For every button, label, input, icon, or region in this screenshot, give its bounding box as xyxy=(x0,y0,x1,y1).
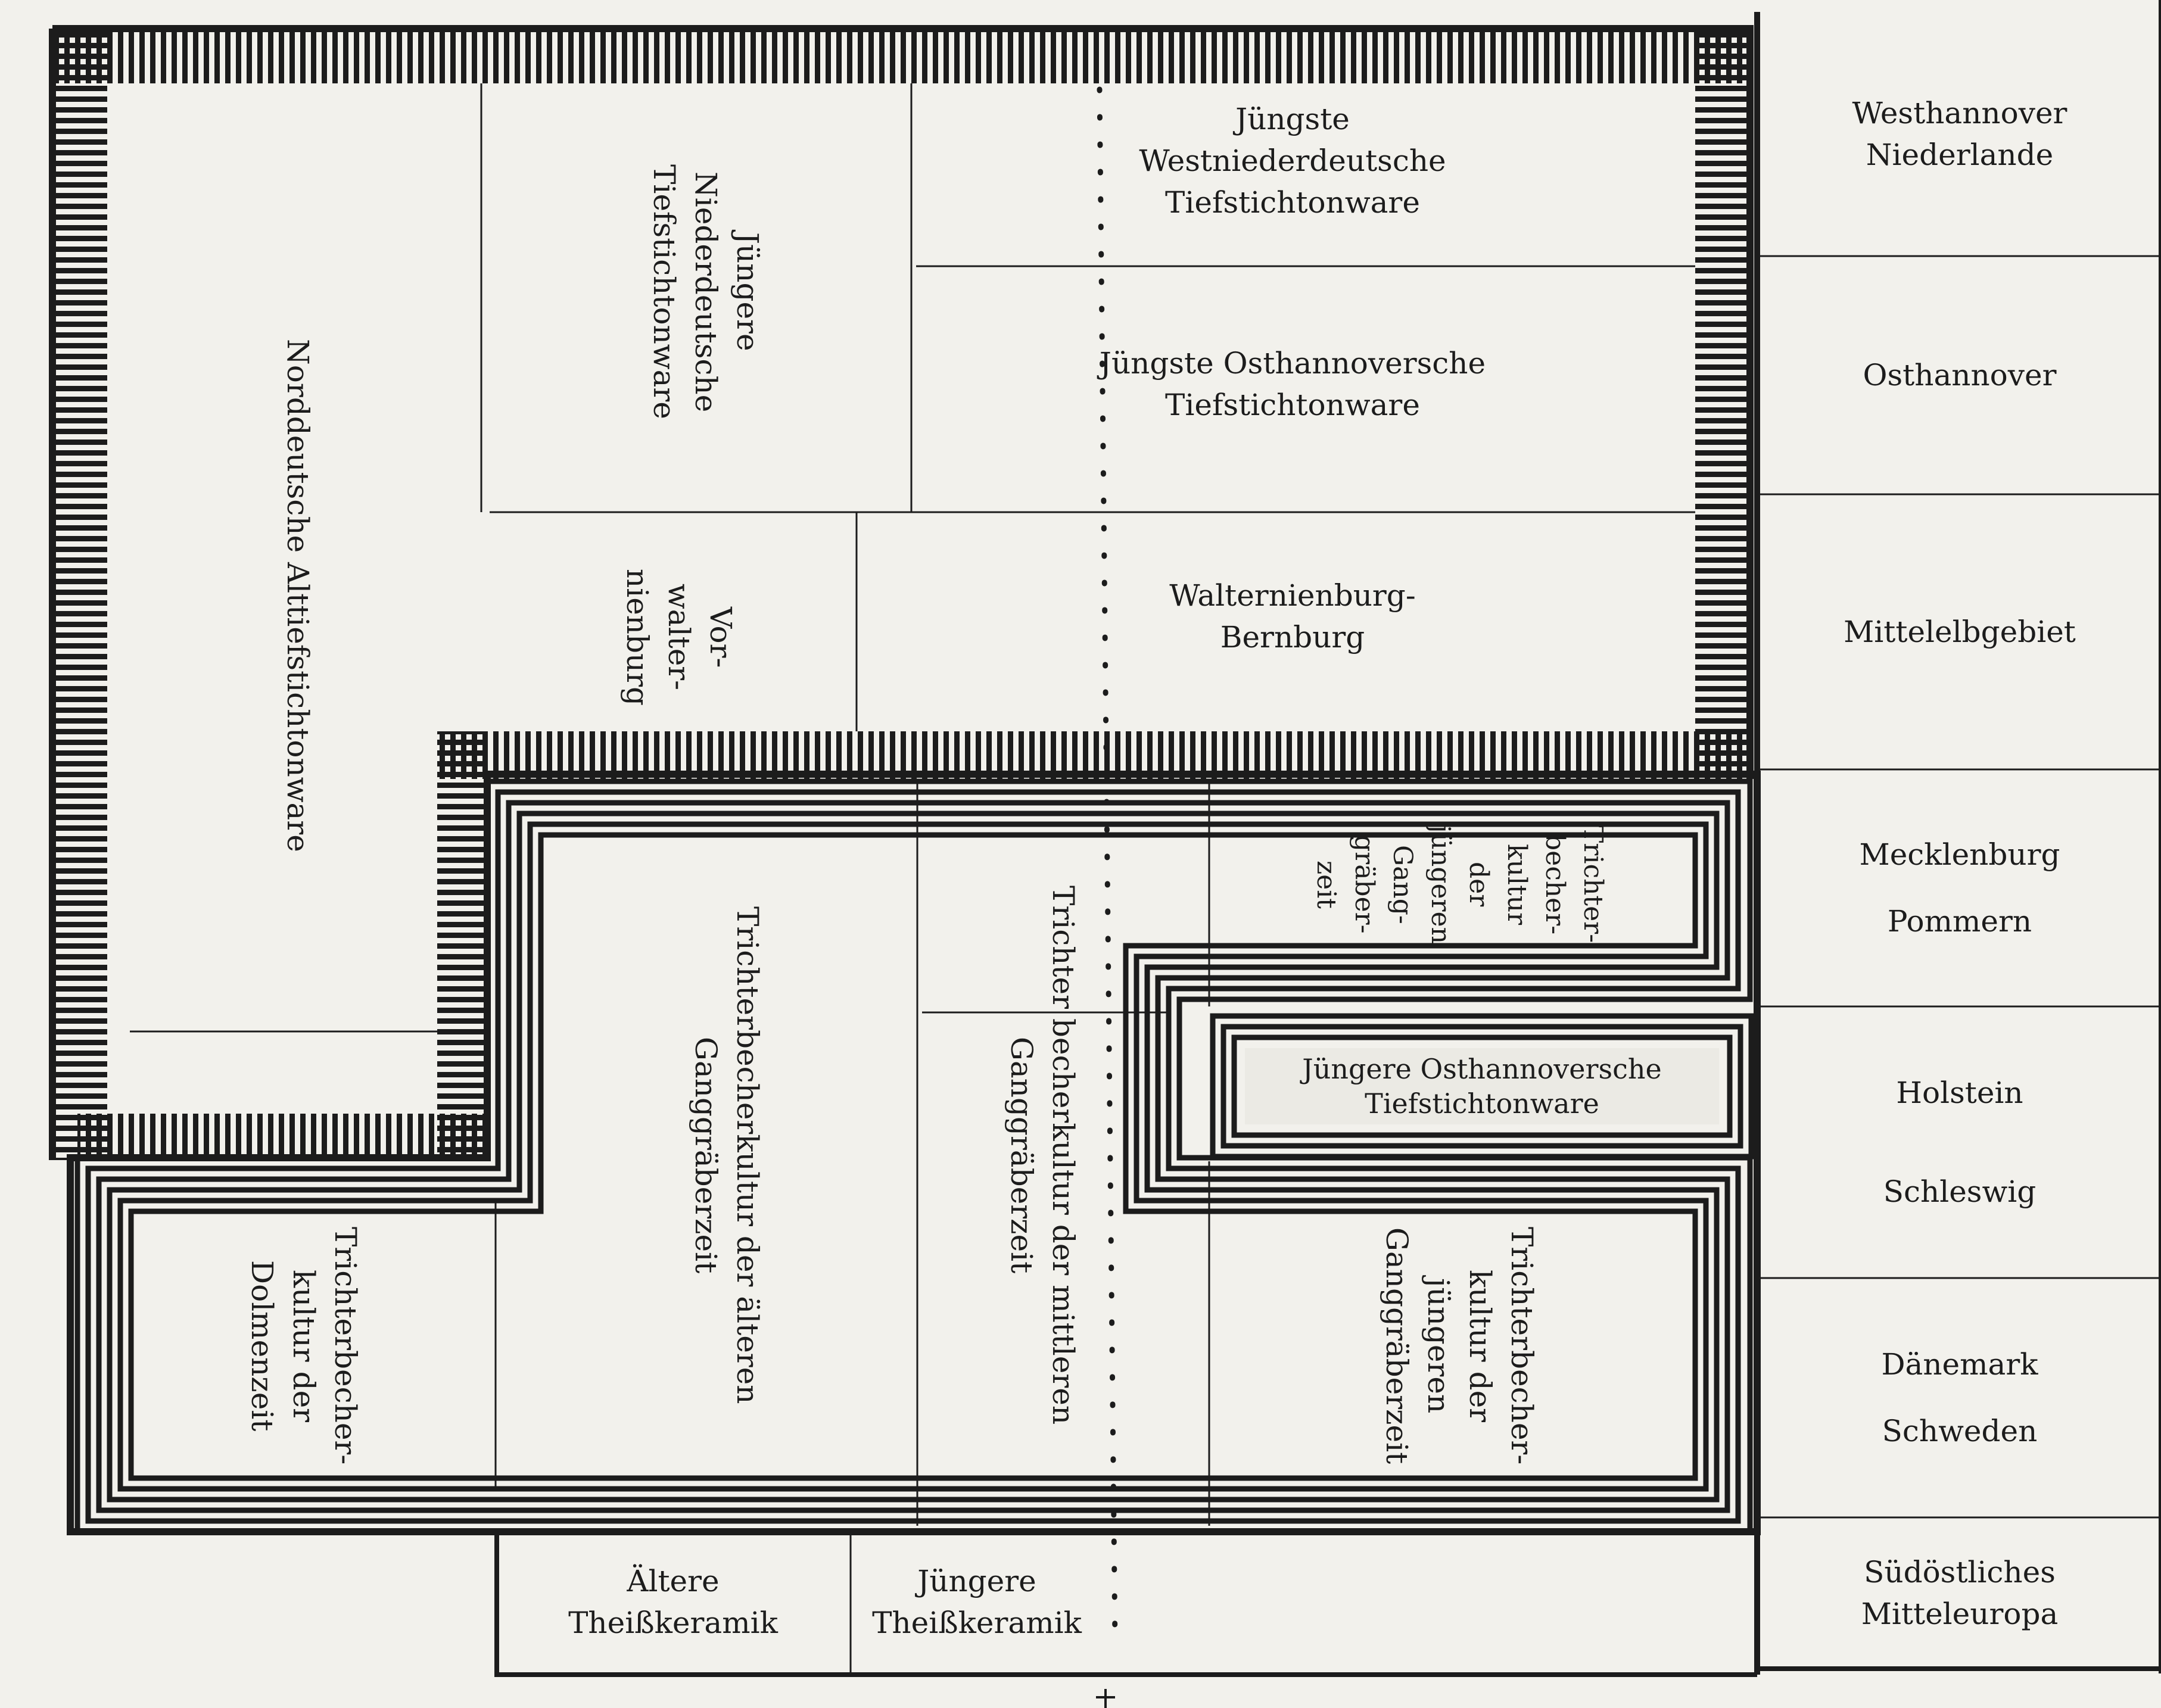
label-trichter-juengere-top: Trichter- becher- kultur der jüngeren Gang- gräber- zeit xyxy=(1311,825,1608,944)
label-trichter-aeltere-ganggraeberzeit: Trichterbecherkultur der älteren Ganggräberzeit xyxy=(689,906,765,1404)
region-westhannover: Westhannover Niederlande xyxy=(1852,96,2067,172)
label-juengere-osthannoversche: Jüngere Osthannoversche Tiefstichtonware xyxy=(1302,1053,1662,1120)
label-trichter-mittlere-ganggraeberzeit: Trichter becherkultur der mittleren Ganggräberzeit xyxy=(1004,886,1080,1425)
region-osthannover: Osthannover xyxy=(1863,358,2057,392)
label-walternienburg-bernburg: Walternienburg- Bernburg xyxy=(1169,578,1416,654)
region-mecklenburg: Mecklenburg Pommern xyxy=(1859,837,2060,939)
label-vorwalternienburg: Vor- walter- nienburg xyxy=(620,568,738,706)
label-trichter-juengere-bottom: Trichterbecher- kultur der jüngeren Ganggräberzeit xyxy=(1380,1227,1539,1465)
label-juengste-osthannoversche: Jüngste Osthannoversche Tiefstichtonware xyxy=(1099,346,1486,422)
label-aeltere-theisskeramik: Ältere Theißkeramik xyxy=(568,1564,778,1640)
region-daenemark: Dänemark Schweden xyxy=(1881,1347,2038,1448)
region-suedost: Südöstliches Mitteleuropa xyxy=(1861,1555,2059,1631)
label-juengere-niederdeutsche: Jüngere Niederdeutsche Tiefstichtonware xyxy=(647,164,765,419)
label-norddeutsche-alttiefstichtonware: Norddeutsche Alttiefstichtonware xyxy=(281,339,315,852)
label-juengere-theisskeramik: Jüngere Theißkeramik xyxy=(872,1564,1082,1640)
label-juengste-westniederdeutsche: Jüngste Westniederdeutsche Tiefstichtonware xyxy=(1139,102,1446,220)
label-trichter-dolmenzeit: Trichterbecher- kultur der Dolmenzeit xyxy=(245,1227,363,1465)
region-mittelelbgebiet: Mittelelbgebiet xyxy=(1844,615,2076,649)
region-holstein: Holstein Schleswig xyxy=(1883,1076,2037,1209)
